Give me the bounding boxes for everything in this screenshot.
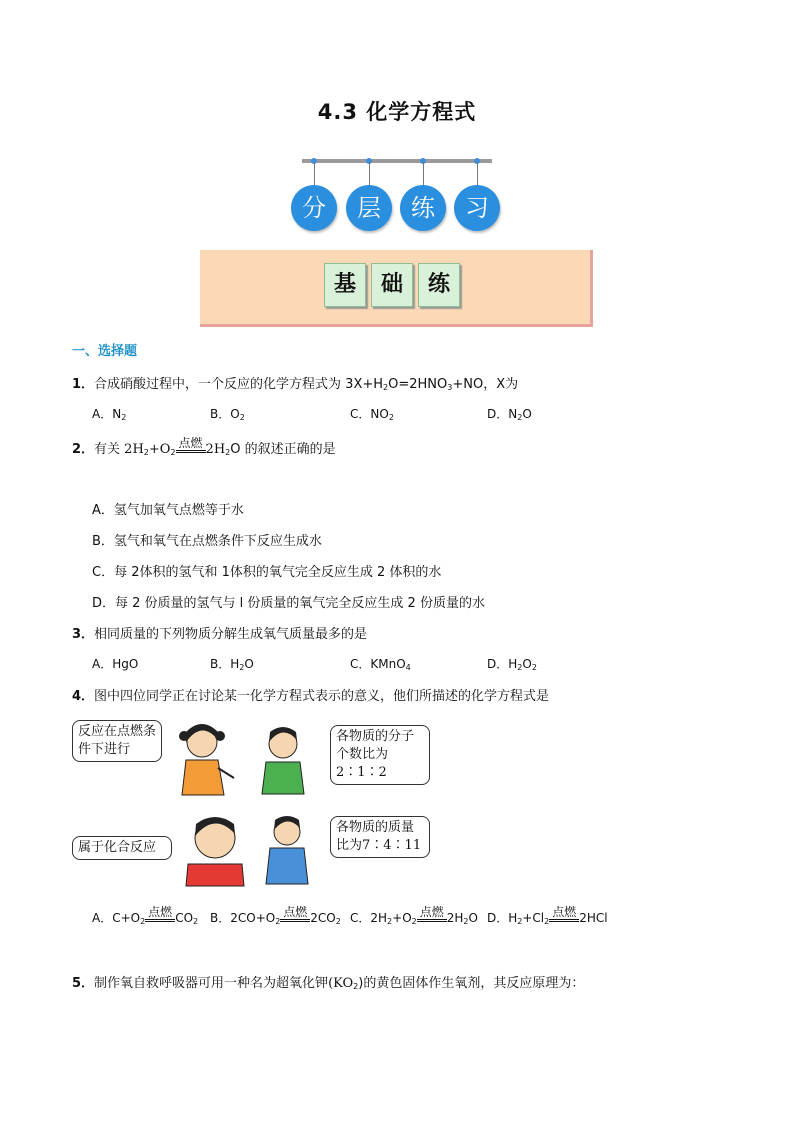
question-3: 3．相同质量的下列物质分解生成氧气质量最多的是 [72,627,368,642]
hanger-bar [302,159,492,163]
q3-option-b[interactable]: B．$H_2O$ [210,657,254,672]
q1-option-a[interactable]: A．$N_2$ [92,407,127,422]
hanger-string [314,162,315,186]
speech-bubble-2: 各物质的分子个数比为2∶1∶2 [330,725,430,785]
q2-option-a[interactable]: A．氢气加氧气点燃等于水 [92,503,244,518]
student-girl-illustration [172,720,247,800]
student-boy-green-illustration [258,722,318,802]
q4-option-d[interactable]: D．$H_2+Cl_2$ 点燃 2HCl [487,905,608,926]
reaction-arrow: 点燃 [176,437,206,457]
question-number: 1． [72,377,95,392]
question-2: 2．有关 $2H_2+O_2$ 点燃 $2H_2O$ 的叙述正确的是 [72,436,336,457]
speech-bubble-3: 属于化合反应 [72,836,172,860]
tag-ceng: 层 [346,185,392,231]
hanger-string [423,162,424,186]
q2-option-c[interactable]: C．每 2体积的氢气和 1体积的氧气完全反应生成 2 体积的水 [92,565,442,580]
q4-option-a[interactable]: A．$C+O_2$ 点燃 $CO_2$ [92,905,199,926]
student-boy-red-illustration [180,812,250,887]
tag-fen: 分 [291,185,337,231]
tag-lian: 练 [400,185,446,231]
page-title: 4.3 化学方程式 [317,100,477,124]
speech-bubble-4: 各物质的质量比为7∶4∶11 [330,816,430,858]
question-4: 4．图中四位同学正在讨论某一化学方程式表示的意义，他们所描述的化学方程式是 [72,689,550,704]
tag-xi: 习 [454,185,500,231]
question-5: 5．制作氧自救呼吸器可用一种名为超氧化钾$(KO_2)$的黄色固体作生氧剂，其反应原理为： [72,976,585,991]
student-boy-blue-illustration [262,812,322,887]
speech-bubble-1: 反应在点燃条件下进行 [72,720,162,762]
q3-option-d[interactable]: D．$H_2O_2$ [487,657,537,672]
banner-tile-lian: 练 [418,263,460,307]
section-heading: 一、选择题 [72,344,138,359]
hanger-string [477,162,478,186]
q2-option-b[interactable]: B．氢气和氧气在点燃条件下反应生成水 [92,534,322,549]
q3-option-a[interactable]: A．HgO [92,657,139,671]
q4-option-b[interactable]: B．$2CO+O_2$ 点燃 $2CO_2$ [210,905,341,926]
q3-option-c[interactable]: C．KMnO$_4$ [350,657,411,672]
banner-tile-chu: 础 [371,263,413,307]
banner-tile-ji: 基 [324,263,366,307]
q2-option-d[interactable]: D．每 2 份质量的氢气与 l 份质量的氧气完全反应生成 2 份质量的水 [92,596,485,611]
q1-option-c[interactable]: C．$NO_2$ [350,407,394,422]
question-1: 1．合成硝酸过程中，一个反应的化学方程式为 $3X+H_2O=2HNO_3+NO$，X为 [72,377,519,392]
q4-option-c[interactable]: C．$2H_2+O_2$ 点燃 $2H_2O$ [350,905,478,926]
q1-option-b[interactable]: B．$O_2$ [210,407,245,422]
hanger-string [369,162,370,186]
q1-option-d[interactable]: D．$N_2O$ [487,407,532,422]
